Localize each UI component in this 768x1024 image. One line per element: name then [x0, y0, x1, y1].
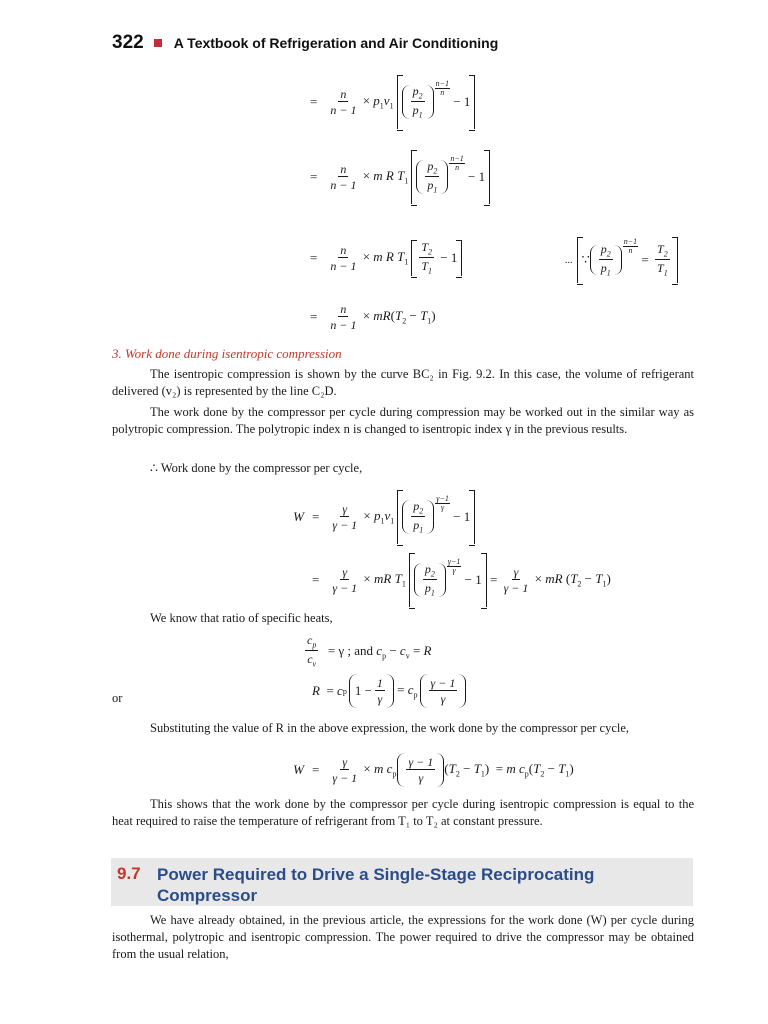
paragraph-isentropic-curve: The isentropic compression is shown by the curve BC₂ in Fig. 9.2. In this case, the volume of refrigerant delivered (v₂) is represented by the line C₂D. [112, 367, 694, 398]
equation-gamma-ratio: $\frac{c_p}{c_v}$ = γ ; and $c_p - c_v = R$ [307, 633, 432, 669]
book-title: A Textbook of Refrigeration and Air Conditioning [173, 35, 499, 51]
header-square-ornament [154, 39, 162, 47]
equation-polytropic-step4: = $\frac{n}{n - 1}$ × $mR(T_2 - T_1)$ [310, 302, 436, 332]
equation-isentropic-step1: W = $\frac{\gamma}{\gamma - 1}$ × $p_1v_1$ $\frac{p_2}{p_1}$ γ−1 γ − 1 [284, 490, 475, 544]
paragraph-specific-heats: We know that ratio of specific heats, [150, 611, 333, 625]
section-heading-9-7 [111, 858, 693, 906]
equation-text-forms [0, 0, 1, 1]
paragraph-power-required: We have already obtained, in the previous article, the expressions for the work done (W) per cycle during isothermal, polytropic and isentropic compression. The power required to drive the compressor may be obtained from the usual relation, [112, 913, 694, 961]
paragraph-work-done: The work done by the compressor per cycle during compression may be worked out in the similar way as polytropic compression. The polytropic index n is changed to isentropic index γ in the previous results. [112, 405, 694, 436]
page-number: 322 [112, 32, 144, 53]
equation-W-final: W = $\frac{\gamma}{\gamma - 1}$ × m $c_p$ $\frac{\gamma - 1}{\gamma}$ $(T_2 - T_1) = m$ $c_p(T_2 - T_1)$ [293, 755, 574, 785]
equation-polytropic-step1: = $\frac{n}{n - 1}$ × $p_1v_1$ $\frac{p_2}{p_1}$ n−1 n − 1 [310, 75, 475, 129]
running-header [112, 32, 498, 54]
subheading-isentropic: 3. Work done during isentropic compression [112, 346, 342, 361]
equation-polytropic-note: ... ∵ $\frac{p_2}{p_1}$ $\frac{n-1}{n}$ = $\frac{T_2}{T_1}$ [565, 237, 678, 283]
equation-polytropic-step2: = $\frac{n}{n - 1}$ × m R $T_1$ $\frac{p_2}{p_1}$ n−1 n − 1 [310, 150, 490, 204]
or-label: or [112, 691, 123, 705]
paragraph-heat-required: This shows that the work done by the compressor per cycle during isentropic compression is equal to the heat required to raise the temperature of refrigerant from T₁ to T₂ at constant pressure. [112, 797, 694, 828]
paragraph-work-per-cycle: ∴ Work done by the compressor per cycle, [150, 461, 363, 475]
paragraph-substituting: Substituting the value of R in the above expression, the work done by the compressor per cycle, [150, 721, 630, 735]
equation-R: R = c p 1 − $\frac{1}{\gamma}$ = $c_p$ $\frac{\gamma - 1}{\gamma}$ [312, 674, 466, 708]
section-title: Power Required to Drive a Single-Stage Reciprocating Compressor [157, 865, 595, 905]
equation-polytropic-step3: = $\frac{n}{n - 1}$ × m R $T_1$ $\frac{T_2}{T_1}$ − 1 [310, 240, 462, 276]
section-number: 9.7 [117, 864, 141, 883]
equation-isentropic-step2: = $\frac{\gamma}{\gamma - 1}$ × mR $T_1$ $\frac{p_2}{p_1}$ γ−1 γ − 1 = $\frac{\gamma}{\gamma - 1}$ × mR $(T_2 - T_1)$ [312, 553, 611, 607]
